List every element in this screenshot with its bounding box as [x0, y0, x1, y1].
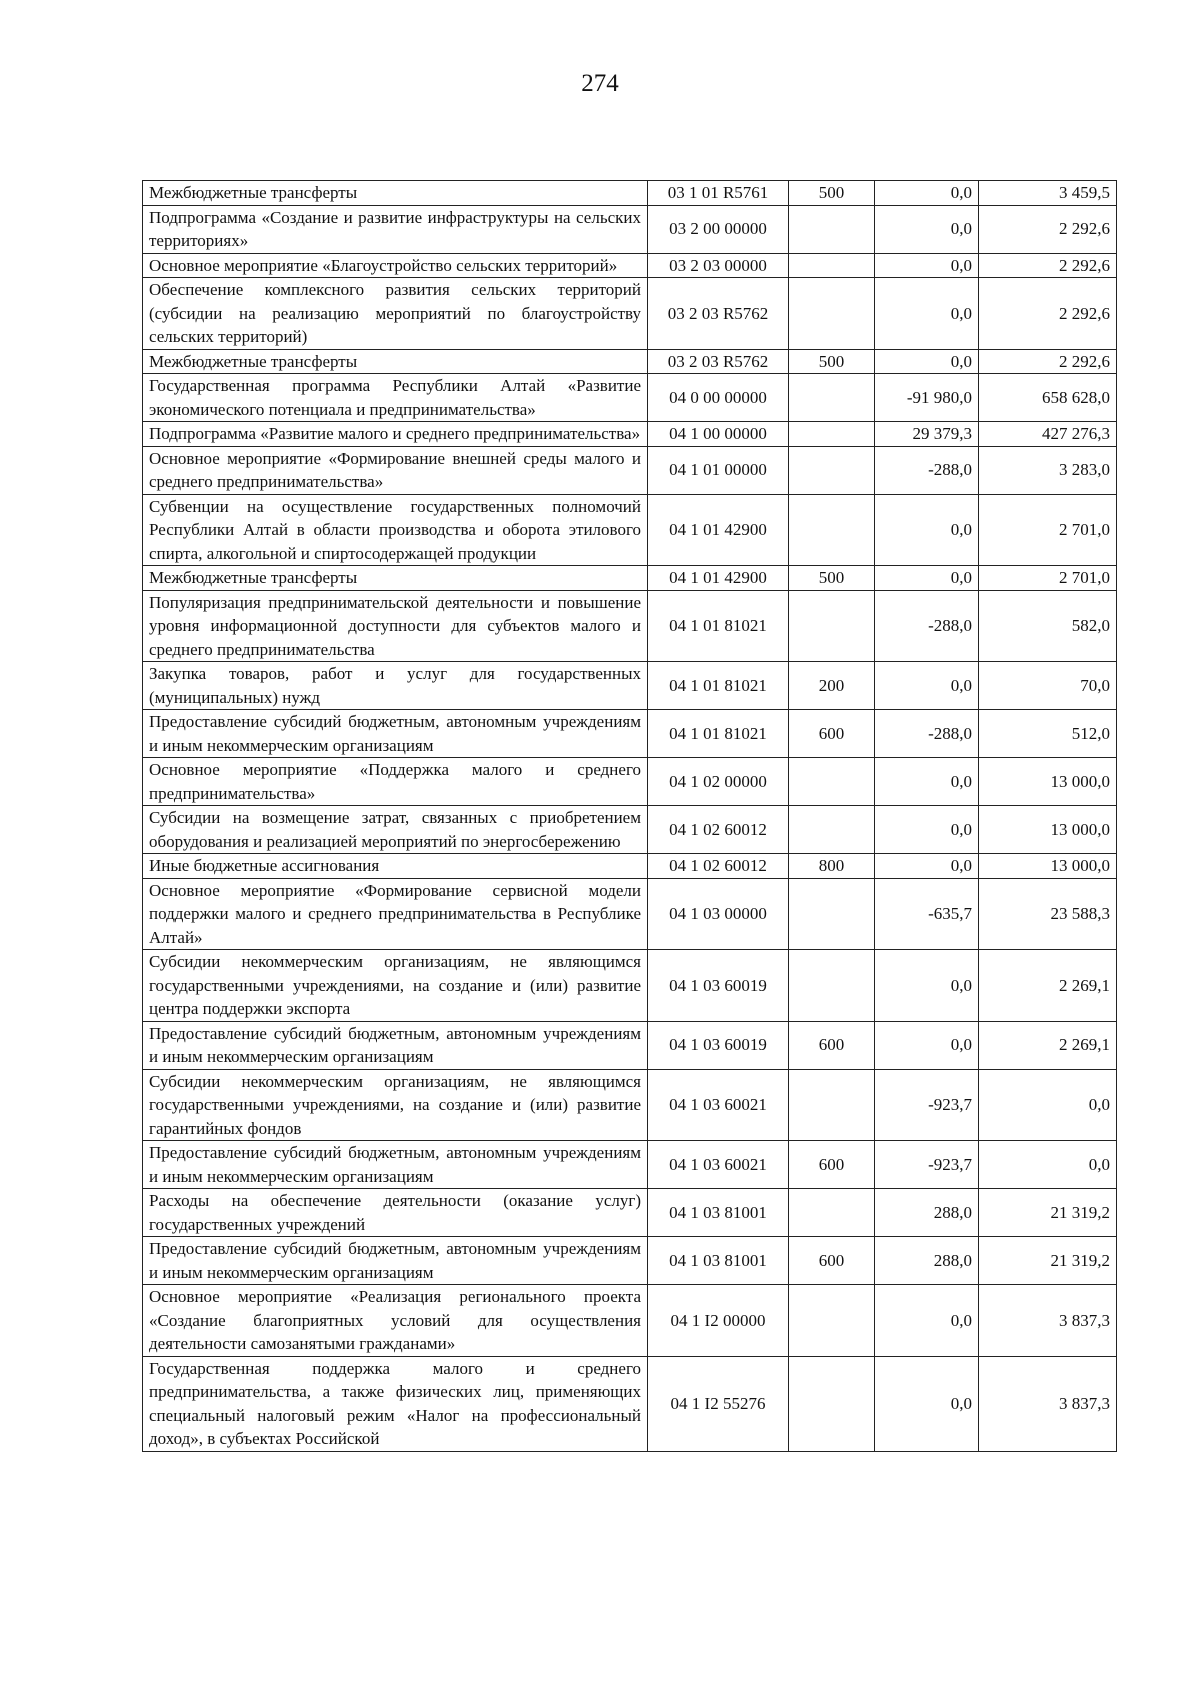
row-expense-type: [789, 590, 875, 662]
table-row: [143, 1069, 1117, 1141]
row-change-amount: -288,0: [875, 446, 979, 494]
row-code: 04 1 03 60019: [648, 950, 789, 1022]
table-row: [143, 1021, 1117, 1069]
table-row: [143, 878, 1117, 950]
row-name: Субвенции на осуществление государственных полномочий Республики Алтай в области производства и оборота этилового спирта, алкогольной и спиртосодержащей продукции: [143, 494, 648, 566]
row-name: Подпрограмма «Создание и развитие инфраструктуры на сельских территориях»: [143, 205, 648, 253]
row-change-amount: 0,0: [875, 566, 979, 591]
row-expense-type: [789, 374, 875, 422]
row-name: Основное мероприятие «Поддержка малого и среднего предпринимательства»: [143, 758, 648, 806]
row-code: 04 1 01 81021: [648, 590, 789, 662]
row-name: Предоставление субсидий бюджетным, автономным учреждениям и иным некоммерческим организациям: [143, 1237, 648, 1285]
row-code: 04 1 02 60012: [648, 854, 789, 879]
row-code: 04 1 03 60019: [648, 1021, 789, 1069]
row-code: 04 1 03 81001: [648, 1237, 789, 1285]
row-expense-type: [789, 422, 875, 447]
row-code: 04 1 03 60021: [648, 1141, 789, 1189]
row-expense-type: [789, 278, 875, 350]
row-code: 04 1 I2 55276: [648, 1356, 789, 1451]
row-total-amount: 70,0: [979, 662, 1117, 710]
row-name: Государственная программа Республики Алтай «Развитие экономического потенциала и предпринимательства»: [143, 374, 648, 422]
row-change-amount: 0,0: [875, 662, 979, 710]
row-name: Иные бюджетные ассигнования: [143, 854, 648, 879]
row-total-amount: 2 269,1: [979, 950, 1117, 1022]
row-change-amount: 0,0: [875, 181, 979, 206]
table-row: [143, 278, 1117, 350]
row-total-amount: 3 283,0: [979, 446, 1117, 494]
row-expense-type: [789, 494, 875, 566]
row-code: 04 1 01 42900: [648, 566, 789, 591]
table-row: [143, 662, 1117, 710]
row-change-amount: -288,0: [875, 590, 979, 662]
row-name: Популяризация предпринимательской деятельности и повышение уровня информационной доступности для субъектов малого и среднего предпринимательства: [143, 590, 648, 662]
budget-table: [142, 180, 1117, 1452]
row-change-amount: 0,0: [875, 253, 979, 278]
row-name: Предоставление субсидий бюджетным, автономным учреждениям и иным некоммерческим организациям: [143, 710, 648, 758]
row-name: Основное мероприятие «Формирование сервисной модели поддержки малого и среднего предпринимательства в Республике Алтай»: [143, 878, 648, 950]
row-total-amount: 427 276,3: [979, 422, 1117, 447]
row-expense-type: 600: [789, 1237, 875, 1285]
row-total-amount: 3 837,3: [979, 1356, 1117, 1451]
row-name: Межбюджетные трансферты: [143, 349, 648, 374]
row-code: 04 1 01 81021: [648, 662, 789, 710]
row-total-amount: 658 628,0: [979, 374, 1117, 422]
row-change-amount: -635,7: [875, 878, 979, 950]
table-row: [143, 590, 1117, 662]
row-name: Межбюджетные трансферты: [143, 566, 648, 591]
row-total-amount: 13 000,0: [979, 806, 1117, 854]
row-total-amount: 2 292,6: [979, 349, 1117, 374]
table-row: [143, 1141, 1117, 1189]
row-code: 04 1 01 00000: [648, 446, 789, 494]
table-row: [143, 181, 1117, 206]
table-row: [143, 710, 1117, 758]
row-change-amount: 288,0: [875, 1237, 979, 1285]
table-row: [143, 205, 1117, 253]
table-row: [143, 1189, 1117, 1237]
row-total-amount: 3 837,3: [979, 1285, 1117, 1357]
row-total-amount: 3 459,5: [979, 181, 1117, 206]
row-change-amount: 0,0: [875, 1021, 979, 1069]
row-change-amount: 0,0: [875, 1356, 979, 1451]
table-row: [143, 494, 1117, 566]
row-expense-type: [789, 1069, 875, 1141]
row-expense-type: [789, 878, 875, 950]
table-row: [143, 1285, 1117, 1357]
row-change-amount: 0,0: [875, 854, 979, 879]
row-change-amount: 0,0: [875, 758, 979, 806]
row-change-amount: -91 980,0: [875, 374, 979, 422]
table-row: [143, 950, 1117, 1022]
row-name: Субсидии некоммерческим организациям, не являющимся государственными учреждениями, на создание и (или) развитие центра поддержки экспорта: [143, 950, 648, 1022]
row-change-amount: 29 379,3: [875, 422, 979, 447]
row-total-amount: 2 292,6: [979, 205, 1117, 253]
row-expense-type: [789, 806, 875, 854]
row-expense-type: 600: [789, 1141, 875, 1189]
row-code: 03 2 03 00000: [648, 253, 789, 278]
row-expense-type: 500: [789, 349, 875, 374]
row-name: Закупка товаров, работ и услуг для государственных (муниципальных) нужд: [143, 662, 648, 710]
row-name: Предоставление субсидий бюджетным, автономным учреждениям и иным некоммерческим организациям: [143, 1141, 648, 1189]
row-total-amount: 2 292,6: [979, 253, 1117, 278]
row-total-amount: 0,0: [979, 1069, 1117, 1141]
row-change-amount: 0,0: [875, 205, 979, 253]
row-code: 04 1 01 81021: [648, 710, 789, 758]
row-total-amount: 2 269,1: [979, 1021, 1117, 1069]
row-total-amount: 582,0: [979, 590, 1117, 662]
row-name: Предоставление субсидий бюджетным, автономным учреждениям и иным некоммерческим организациям: [143, 1021, 648, 1069]
row-name: Субсидии некоммерческим организациям, не являющимся государственными учреждениями, на создание и (или) развитие гарантийных фондов: [143, 1069, 648, 1141]
row-expense-type: [789, 758, 875, 806]
row-change-amount: -288,0: [875, 710, 979, 758]
row-code: 04 0 00 00000: [648, 374, 789, 422]
row-change-amount: 0,0: [875, 349, 979, 374]
row-code: 03 1 01 R5761: [648, 181, 789, 206]
row-code: 04 1 03 00000: [648, 878, 789, 950]
row-change-amount: 0,0: [875, 494, 979, 566]
table-row: [143, 374, 1117, 422]
row-name: Основное мероприятие «Формирование внешней среды малого и среднего предпринимательства»: [143, 446, 648, 494]
row-total-amount: 23 588,3: [979, 878, 1117, 950]
row-expense-type: 500: [789, 566, 875, 591]
row-name: Субсидии на возмещение затрат, связанных с приобретением оборудования и реализацией мероприятий по энергосбережению: [143, 806, 648, 854]
row-name: Расходы на обеспечение деятельности (оказание услуг) государственных учреждений: [143, 1189, 648, 1237]
row-change-amount: 288,0: [875, 1189, 979, 1237]
row-expense-type: [789, 446, 875, 494]
row-code: 04 1 03 81001: [648, 1189, 789, 1237]
row-code: 03 2 03 R5762: [648, 278, 789, 350]
row-change-amount: 0,0: [875, 950, 979, 1022]
row-change-amount: 0,0: [875, 1285, 979, 1357]
row-expense-type: 500: [789, 181, 875, 206]
row-name: Основное мероприятие «Реализация регионального проекта «Создание благоприятных условий для осуществления деятельности самозанятыми гражданами»: [143, 1285, 648, 1357]
table-row: [143, 446, 1117, 494]
table-row: [143, 1356, 1117, 1451]
table-row: [143, 253, 1117, 278]
row-name: Государственная поддержка малого и среднего предпринимательства, а также физических лиц, применяющих специальный налоговый режим «Налог на профессиональный доход», в субъектах Российской: [143, 1356, 648, 1451]
row-total-amount: 13 000,0: [979, 758, 1117, 806]
row-expense-type: 200: [789, 662, 875, 710]
row-change-amount: 0,0: [875, 278, 979, 350]
row-change-amount: -923,7: [875, 1069, 979, 1141]
row-total-amount: 512,0: [979, 710, 1117, 758]
page-number: 274: [581, 70, 619, 97]
row-code: 04 1 02 60012: [648, 806, 789, 854]
row-expense-type: [789, 1356, 875, 1451]
row-name: Подпрограмма «Развитие малого и среднего предпринимательства»: [143, 422, 648, 447]
row-expense-type: 800: [789, 854, 875, 879]
row-code: 04 1 02 00000: [648, 758, 789, 806]
row-total-amount: 13 000,0: [979, 854, 1117, 879]
row-name: Межбюджетные трансферты: [143, 181, 648, 206]
table-row: [143, 349, 1117, 374]
table-row: [143, 854, 1117, 879]
row-name: Обеспечение комплексного развития сельских территорий (субсидии на реализацию мероприятий по благоустройству сельских территорий): [143, 278, 648, 350]
row-total-amount: 2 701,0: [979, 566, 1117, 591]
row-total-amount: 21 319,2: [979, 1189, 1117, 1237]
table-row: [143, 566, 1117, 591]
row-total-amount: 21 319,2: [979, 1237, 1117, 1285]
row-expense-type: [789, 950, 875, 1022]
row-code: 04 1 03 60021: [648, 1069, 789, 1141]
row-expense-type: [789, 253, 875, 278]
row-expense-type: [789, 1189, 875, 1237]
row-total-amount: 2 701,0: [979, 494, 1117, 566]
table-row: [143, 758, 1117, 806]
row-change-amount: 0,0: [875, 806, 979, 854]
table-row: [143, 422, 1117, 447]
row-name: Основное мероприятие «Благоустройство сельских территорий»: [143, 253, 648, 278]
row-expense-type: 600: [789, 1021, 875, 1069]
row-expense-type: [789, 1285, 875, 1357]
table-row: [143, 1237, 1117, 1285]
row-change-amount: -923,7: [875, 1141, 979, 1189]
row-expense-type: [789, 205, 875, 253]
row-total-amount: 0,0: [979, 1141, 1117, 1189]
table-row: [143, 806, 1117, 854]
row-code: 04 1 01 42900: [648, 494, 789, 566]
row-expense-type: 600: [789, 710, 875, 758]
row-code: 04 1 00 00000: [648, 422, 789, 447]
row-code: 04 1 I2 00000: [648, 1285, 789, 1357]
row-code: 03 2 03 R5762: [648, 349, 789, 374]
row-total-amount: 2 292,6: [979, 278, 1117, 350]
row-code: 03 2 00 00000: [648, 205, 789, 253]
